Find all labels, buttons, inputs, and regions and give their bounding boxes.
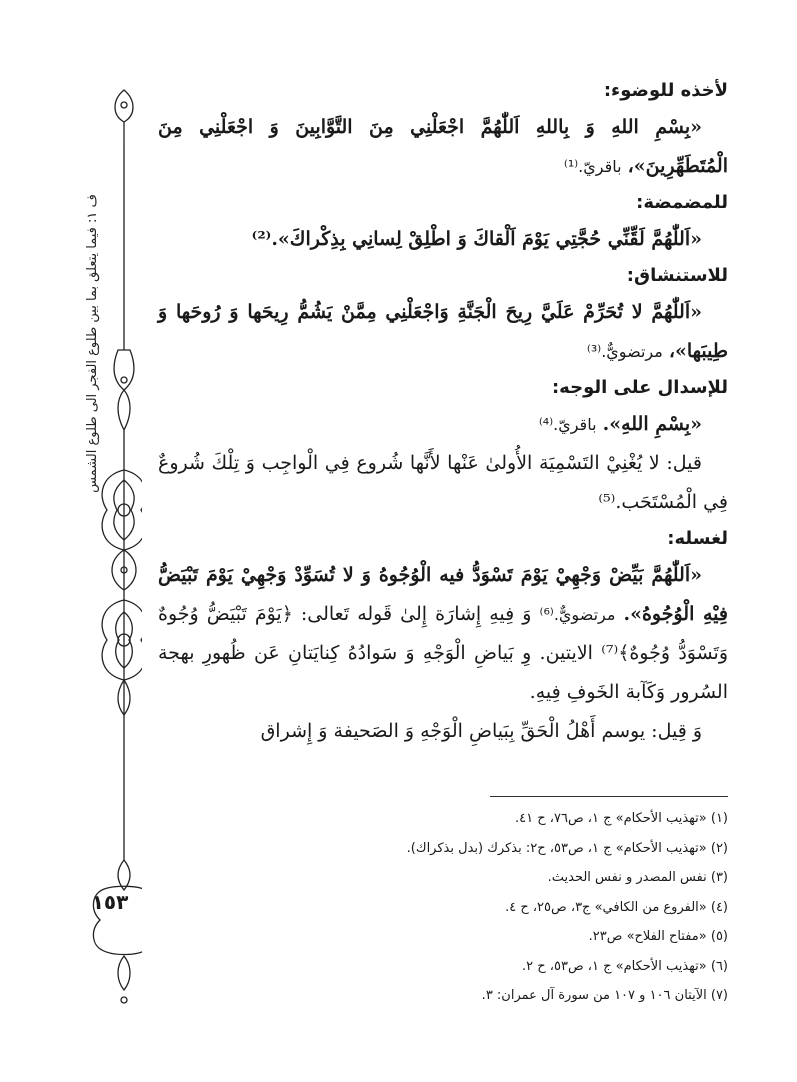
footnote-divider bbox=[490, 796, 728, 797]
footnote: (٢) «تهذيب الأحكام» ج ١، ص٥٣، ح٢: بذكرك (بدل بذكراك). bbox=[406, 840, 728, 856]
paragraph bbox=[158, 293, 728, 371]
source-label: باقريّ.⁽¹⁾ bbox=[563, 157, 622, 176]
commentary: وَ قِيل: يوسم أَهْلُ الْحَقِّ بِبَياضِ الْوَجْهِ وَ الصَحيفة وَ إِشراق bbox=[260, 720, 702, 742]
source-label: باقريّ.⁽⁴⁾ bbox=[538, 415, 597, 434]
paragraph bbox=[158, 220, 728, 259]
chapter-running-title: ف ١: فيما يتعلق بما بين طلوع الفجر الى طلوع الشمس bbox=[84, 193, 100, 493]
prayer-text: «اَللّٰهُمَّ لَقِّنِّي حُجَّتِي يَوْمَ اَلْقاكَ وَ اطْلِقْ لِسانِي بِذِكْراكَ».⁽²⁾ bbox=[251, 228, 702, 250]
commentary: وَ فِيهِ إِشارَة إِلىٰ قَوله تَعالى: ﴿يَوْمَ تَبْيَضُّ وُجُوهٌ وَتَسْوَدُّ وُجُوهٌ﴾⁽⁷⁾ الايتين. وِ بَياضِ الْوَجْهِ وَ سَوادُهُ كِنايَتانِ عَن ظُهورِ بهجة السُرور وَكَآبة الخَوفِ فِيهِ. bbox=[158, 603, 729, 703]
paragraph bbox=[158, 108, 728, 186]
source-label: مرتضويٌّ.⁽³⁾ bbox=[586, 342, 663, 361]
paragraph bbox=[158, 405, 728, 444]
main-text bbox=[158, 74, 728, 751]
commentary: قيل: لا يُغْنِيْ التَسْمِيَة الأُولىٰ عَنْها لأَنَّها شُروع فِي الْواجِب وَ تِلْكَ شُروعٌ فِي الْمُسْتَحَب.⁽⁵⁾ bbox=[158, 452, 728, 513]
section-heading: لأخذه للوضوء: bbox=[603, 80, 728, 101]
footnote: (٧) الآيتان ١٠٦ و ١٠٧ من سورة آل عمران: ٣. bbox=[481, 988, 728, 1003]
footnote: (٣) نفس المصدر و نفس الحديث. bbox=[547, 870, 728, 885]
footnotes bbox=[300, 804, 728, 1011]
footnote: (٦) «تهذيب الأحكام» ج ١، ص٥٣، ح ٢. bbox=[521, 958, 728, 974]
paragraph bbox=[158, 556, 728, 712]
prayer-text: «اَللّٰهُمَّ لا تُحَرِّمْ عَلَيَّ رِيحَ الْجَنَّةِ وَاجْعَلْنِي مِمَّنْ يَشُمُّ رِيحَها وَ رُوحَها وَ طِيبَها»، bbox=[158, 301, 728, 362]
prayer-text: «اَللّٰهُمَّ بَيِّضْ وَجْهِيْ يَوْمَ تَسْوَدُّ فيه الْوُجُوهُ وَ لا تُسَوِّدْ وَجْهِيْ يَوْمَ تَبْيَضُّ فِيْهِ الْوُجُوهُ». bbox=[158, 564, 728, 625]
footnote: (٤) «الفروع من الكافي» ج٣، ص٢٥، ح ٤. bbox=[505, 899, 728, 915]
prayer-text: «بِسْمِ اللهِ وَ بِاللهِ اَللّٰهُمَّ اجْعَلْنِي مِنَ التَّوَّابِينَ وَ اجْعَلْنِي مِنَ الْمُتَطَهِّرِينَ»، bbox=[158, 116, 728, 177]
section-heading: لغسله: bbox=[667, 528, 728, 549]
footnote: (٥) «مفتاح الفلاح» ص٢٣. bbox=[588, 929, 728, 944]
source-label: مرتضويٌّ.⁽⁶⁾ bbox=[539, 605, 616, 624]
page-number: ١٥٣ bbox=[91, 890, 129, 914]
section-heading: للإسدال على الوجه: bbox=[551, 377, 728, 398]
footnote: (١) «تهذيب الأحكام» ج ١، ص٧٦، ح ٤١. bbox=[515, 811, 728, 826]
section-heading: للمضمضة: bbox=[636, 192, 728, 213]
section-heading: للاستنشاق: bbox=[626, 265, 728, 286]
prayer-text: «بِسْمِ اللهِ». bbox=[602, 413, 702, 435]
